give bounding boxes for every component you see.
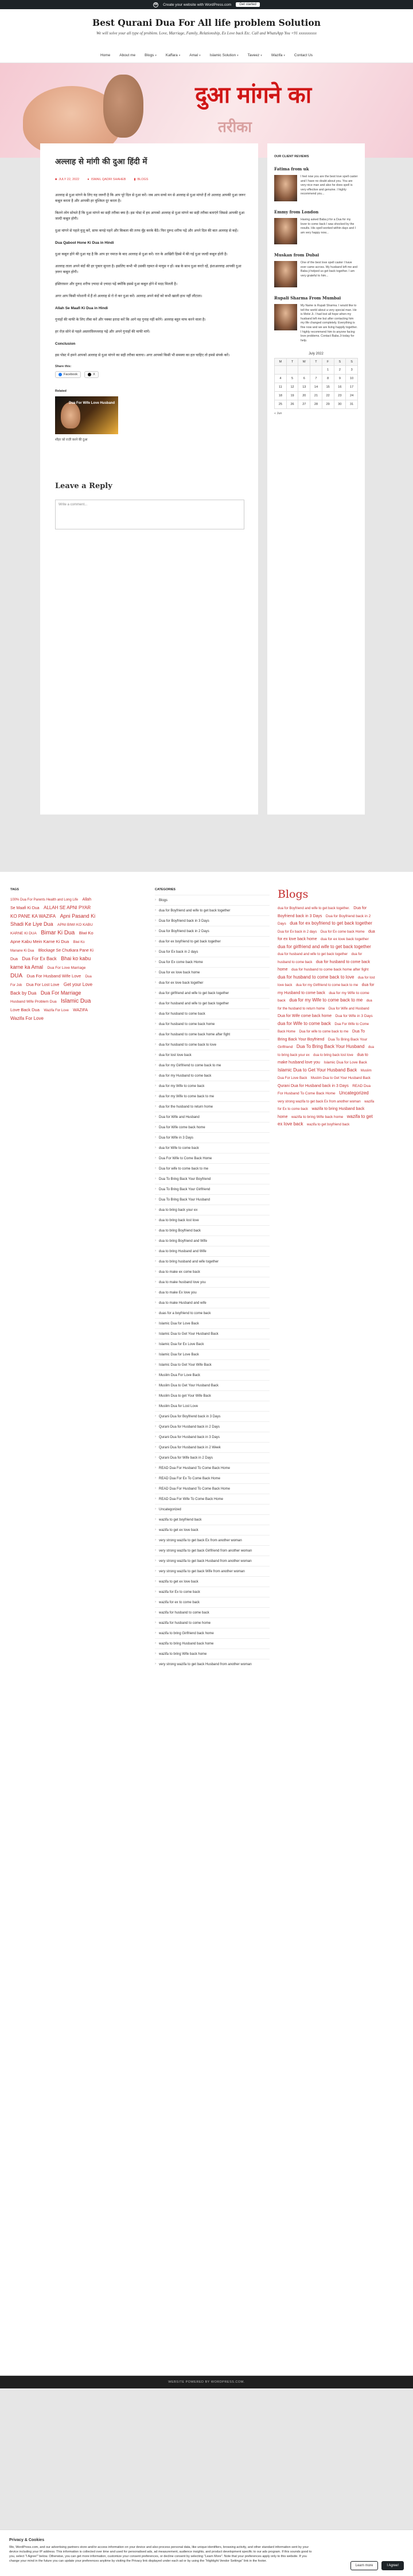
calendar-day: 13 bbox=[298, 383, 310, 392]
tag-link[interactable]: Dua For Love Marriage bbox=[47, 966, 86, 970]
calendar-day: 7 bbox=[310, 375, 322, 383]
blog-link[interactable]: Dua To Bring Back Your Husband bbox=[296, 1044, 365, 1049]
user-icon: ● bbox=[87, 178, 89, 181]
share-facebook-button[interactable]: Facebook bbox=[55, 371, 81, 378]
tag-link[interactable]: Allah Se Maafi Ki Dua bbox=[10, 898, 92, 910]
calendar-weekday: W bbox=[298, 358, 310, 366]
calendar-day: 14 bbox=[310, 383, 322, 392]
review-item bbox=[274, 209, 358, 244]
category-link[interactable]: › wazifa for husband to come home bbox=[155, 1618, 270, 1628]
tags-title: TAGS bbox=[10, 888, 19, 891]
blog-link[interactable]: dua for husband to come back home after fight bbox=[291, 968, 369, 972]
tag-link[interactable]: 100% Dua For Parents Health and Long Life bbox=[10, 898, 79, 902]
share-x-button[interactable]: X bbox=[84, 371, 99, 378]
category-link[interactable]: › READ Dua For Husband To Come Back Home bbox=[155, 1483, 270, 1494]
tag-link[interactable]: Blockage Se Chutkara Pane Ki Dua bbox=[10, 949, 93, 961]
review-text: One of the best love spell caster I have ever came across. My husband left me and Baba ji helped us get back together. I am very grateful to him... bbox=[301, 261, 358, 278]
post-paragraph: दुआ मांगने से पहले वुज़ू करें, साफ कपड़े पहनें और किबला की तरफ मुँह करके बैठें। फिर दुरूद शरीफ पढ़ें और अपने दिल की बात अल्लाह से कहें। bbox=[55, 229, 239, 233]
calendar-day: 20 bbox=[298, 392, 310, 400]
calendar-day: 29 bbox=[322, 400, 334, 409]
calendar-day: 21 bbox=[310, 392, 322, 400]
get-started-button[interactable]: Get started bbox=[236, 2, 260, 7]
related-thumb-text: Dua For Wife Love Husband bbox=[69, 402, 115, 405]
chevron-down-icon: ▾ bbox=[237, 53, 239, 57]
review-name: Muskan from Dubai bbox=[274, 252, 320, 258]
blog-link[interactable]: dua for my Wife to come back to me bbox=[289, 997, 363, 1003]
category-link[interactable]: › duas for a boyfriend to come back bbox=[155, 1308, 270, 1318]
site-header bbox=[0, 9, 413, 48]
tag-link[interactable]: Dua For Lost Love bbox=[26, 983, 60, 987]
category-link[interactable]: › Muslim Dua to get Your Wife Back bbox=[155, 1390, 270, 1401]
related-post-link[interactable]: शौहर को राज़ी करने की दुआ bbox=[55, 438, 88, 442]
calendar-day: 16 bbox=[334, 383, 346, 392]
category-link[interactable]: › dua to make husband love you bbox=[155, 1277, 270, 1287]
category-link[interactable]: › Islamic Dua for Love Back bbox=[155, 1318, 270, 1328]
category-link[interactable]: › dua for lost love back bbox=[155, 1050, 270, 1060]
blog-link[interactable]: Islamic Dua for Love Back bbox=[324, 1061, 367, 1065]
blog-link[interactable]: Dua for Boyfriend back in 3 Days bbox=[278, 906, 367, 918]
category-link[interactable]: › Dua For Wife to Come Back Home bbox=[155, 1153, 270, 1163]
calendar-day: 5 bbox=[286, 375, 298, 383]
category-link[interactable]: › wazifa for ex to come back bbox=[155, 1597, 270, 1607]
calendar-widget bbox=[274, 352, 358, 415]
blog-link[interactable]: wazifa to get ex love back bbox=[278, 1113, 373, 1127]
blog-link[interactable]: dua for girlfriend and wife to get back together bbox=[278, 944, 371, 949]
blog-link[interactable]: dua for ex boyfriend to get back together bbox=[290, 921, 372, 926]
category-link[interactable]: › Dua To Bring Back Your Husband bbox=[155, 1194, 270, 1205]
category-link[interactable]: › Muslim Dua for Lost Love bbox=[155, 1401, 270, 1411]
tag-link[interactable]: Bimar Ki Dua bbox=[41, 930, 75, 936]
review-text: I feel now you are the best love spell caster and I have no doubt about you. You are very nice man and also he does spell is very effective and genuine. I highly recommend you... bbox=[301, 175, 358, 196]
calendar-day: 6 bbox=[298, 375, 310, 383]
post-category[interactable]: ▮ BLOGS bbox=[134, 178, 149, 181]
blog-link[interactable]: dua for my Wife to come back bbox=[278, 991, 369, 1003]
wordpress-logo-icon: W bbox=[154, 2, 158, 6]
blog-link[interactable]: READ Dua For Husband To Come Back Home bbox=[278, 1084, 371, 1096]
cookie-banner bbox=[0, 2530, 413, 2576]
wordpress-banner bbox=[0, 0, 413, 9]
category-link[interactable]: › Dua for Ex back in 2 days bbox=[155, 946, 270, 957]
calendar-icon: ■ bbox=[55, 178, 57, 181]
blog-link[interactable]: wazifa to bring Husband back home bbox=[278, 1107, 365, 1119]
calendar-day: 9 bbox=[334, 375, 346, 383]
category-link[interactable]: › wazifa to get ex love back bbox=[155, 1576, 270, 1587]
calendar-day: 19 bbox=[286, 392, 298, 400]
category-link[interactable]: › dua for my Husband to come back bbox=[155, 1070, 270, 1081]
blog-link[interactable]: dua to make husband love you bbox=[278, 1053, 368, 1065]
x-icon bbox=[88, 373, 91, 376]
category-link[interactable]: › wazifa to bring Girlfriend back home bbox=[155, 1628, 270, 1638]
reply-title: Leave a Reply bbox=[55, 482, 112, 490]
calendar-prev-link[interactable]: « Jun bbox=[274, 412, 282, 416]
share-section bbox=[55, 365, 247, 378]
calendar-day: 10 bbox=[346, 375, 358, 383]
category-link[interactable]: › Dua for Wife come back home bbox=[155, 1122, 270, 1132]
category-link[interactable]: › wazifa to bring Husband back home bbox=[155, 1638, 270, 1649]
category-link[interactable]: › wazifa for Ex to come back bbox=[155, 1587, 270, 1597]
post-content bbox=[55, 193, 247, 358]
facebook-icon bbox=[59, 373, 62, 376]
blog-link[interactable]: Dua for wife to come back to me bbox=[299, 1030, 349, 1034]
blog-link[interactable]: Dua for Boyfriend back in 2 Days bbox=[278, 914, 371, 926]
reviewer-photo bbox=[274, 261, 297, 287]
category-link[interactable]: › Dua for Wife in 3 Days bbox=[155, 1132, 270, 1143]
cookie-title: Privacy & Cookies bbox=[9, 2538, 45, 2542]
tag-link[interactable]: Love Back Dua bbox=[10, 1007, 40, 1012]
calendar-weekday: F bbox=[322, 358, 334, 366]
cookie-text: We, WordPress.com, and our advertising partners store and/or access information on your device and also process personal data, like unique identifiers, browsing activity, and other standard information sent by your device including your IP address. This information is collected over time and used for personalised ads, ad measurement, audience insights, and product development specific to our ads program. If this sounds good to you, select "I Agree!" below. Otherwise, you can get more information, customize your consent preferences, or decline consent by selecting "Learn More". Note that your preferences apply only to this website. If you change your mind in the future you can update your preferences anytime by visiting the Privacy link displayed under each ad or by using the "Highlight Vendor Settings" link in the footer. bbox=[9, 2546, 312, 2563]
blog-link[interactable]: dua for husband to come back home bbox=[278, 960, 370, 972]
category-link[interactable]: › very strong wazifa to get back Ex from another woman bbox=[155, 1535, 270, 1545]
category-link[interactable]: › dua for ex boyfriend to get back together bbox=[155, 936, 270, 946]
footer-credit[interactable]: WEBSITE POWERED BY WORDPRESS.COM. bbox=[168, 2380, 245, 2384]
category-link[interactable]: › dua for husband to come back home bbox=[155, 1019, 270, 1029]
tag-link[interactable]: Apni Pasand Ki Shadi Ke Liye Dua bbox=[10, 913, 96, 927]
blogs-title: Blogs bbox=[278, 888, 309, 901]
post-paragraph: अल्लाह से दुआ मांगने के लिए यह जरूरी है कि आप पूरे दिल से दुआ करें। जब आप सच्चे मन से अल्लाह से दुआ मांगते हैं तो अल्लाह आपकी दुआ जरूर कबूल करता है और आपकी हर मुश्किल दूर करता है। bbox=[55, 193, 246, 203]
nav-item-about-me[interactable]: About me bbox=[119, 53, 136, 57]
nav-item-blogs[interactable]: Blogs ▾ bbox=[145, 53, 157, 57]
blog-link[interactable]: Qurani Dua for Husband back in 3 Days bbox=[278, 1084, 349, 1088]
tag-link[interactable]: Wazifa For Love bbox=[44, 1009, 69, 1012]
calendar-weekday: T bbox=[286, 358, 298, 366]
sidebar bbox=[267, 143, 365, 815]
blog-link[interactable]: dua for the husband to return home bbox=[278, 999, 372, 1011]
chevron-down-icon: ▾ bbox=[260, 53, 262, 57]
blog-link[interactable]: Dua For Wife to Come Back Home bbox=[278, 1022, 369, 1034]
calendar-day[interactable]: 22 bbox=[322, 392, 334, 400]
post-paragraph: हर रोज़ सोने से पहले अस्तग़फ़िरुल्लाह पढ़ें और अपने गुनाहों की माफी मांगें। bbox=[55, 330, 150, 334]
review-name: Emmy from London bbox=[274, 209, 319, 215]
calendar-day: 2 bbox=[334, 366, 346, 375]
category-link[interactable]: › Islamic Dua for Love Back bbox=[155, 1349, 270, 1359]
category-link[interactable]: › dua for the husband to return home bbox=[155, 1101, 270, 1112]
tag-link[interactable]: Biwi Ko Apne Kabu Mein Karne Ki Dua bbox=[10, 930, 93, 944]
category-link[interactable]: › dua to bring back lost love bbox=[155, 1215, 270, 1225]
calendar-caption: July 2022 bbox=[309, 352, 324, 356]
chevron-down-icon: ▾ bbox=[199, 53, 201, 57]
nav-item-home[interactable]: Home bbox=[100, 53, 111, 57]
blog-link[interactable]: dua for husband to come back to love bbox=[278, 974, 354, 980]
category-link[interactable]: › Dua for Boyfriend back in 3 Days bbox=[155, 915, 270, 926]
category-link[interactable]: › wazifa to get boyfriend back bbox=[155, 1514, 270, 1525]
blog-link[interactable]: Muslim Dua For Love Back bbox=[278, 1069, 372, 1080]
tag-link[interactable]: Get your Love Back by Dua bbox=[10, 982, 93, 996]
category-link[interactable]: › dua to bring Boyfriend and Wife bbox=[155, 1236, 270, 1246]
category-link[interactable]: › dua to bring husband and wife together bbox=[155, 1256, 270, 1266]
blog-link[interactable]: Muslim Dua to Get Your Husband Back bbox=[310, 1077, 371, 1080]
blog-link[interactable]: dua for my Husband to come back bbox=[278, 983, 375, 995]
calendar-day: 11 bbox=[275, 383, 287, 392]
related-title: Related bbox=[55, 389, 67, 393]
calendar-day bbox=[298, 366, 310, 375]
category-link[interactable]: › dua for Wife to come back bbox=[155, 1143, 270, 1153]
category-link[interactable]: › dua to make Husband and wife bbox=[155, 1297, 270, 1308]
category-link[interactable]: › Dua for wife to come back to me bbox=[155, 1163, 270, 1174]
blog-link[interactable]: dua for ex love back home bbox=[278, 929, 375, 941]
category-link[interactable]: › Qurani Dua for Husband back in 3 Days bbox=[155, 1432, 270, 1442]
tag-link[interactable]: Husband Wife Problem Dua bbox=[10, 1000, 57, 1004]
category-link[interactable]: › dua for girlfriend and wife to get back together bbox=[155, 988, 270, 998]
category-link[interactable]: › Islamic Dua for Ex Love Back bbox=[155, 1339, 270, 1349]
post-paragraph: अगर आप किसी परेशानी में हैं तो अल्लाह से रो रो कर दुआ करें। अल्लाह अपने बंदों को कभी खाली हाथ नहीं लौटाता। bbox=[55, 294, 202, 298]
post-paragraph: इस्तिग़फ़ार और दुरूद शरीफ ज़्यादा से ज़्यादा पढ़ें क्योंकि इससे दुआ कबूल होने में मदद मिलती है। bbox=[55, 282, 178, 286]
category-link[interactable]: › dua to bring back your ex bbox=[155, 1205, 270, 1215]
category-link[interactable]: › dua for ex love back together bbox=[155, 977, 270, 988]
category-link[interactable]: › dua for my Girlfriend to come back to me bbox=[155, 1060, 270, 1070]
section-heading: Allah Se Maafi Ki Dua in Hindi bbox=[55, 306, 108, 310]
calendar-day: 24 bbox=[346, 392, 358, 400]
blog-link[interactable]: wazifa to get boyfriend back bbox=[306, 1123, 350, 1127]
categories-widget bbox=[155, 888, 270, 1669]
category-link[interactable]: › Dua for Wife and Husband bbox=[155, 1112, 270, 1122]
review-text: Having asked Baba ji for a Dua for my lover to come back I was shocked by the results. His spell worked within days and I am very happy now... bbox=[301, 218, 356, 235]
category-link[interactable]: › Qurani Dua for Wife back in 2 Days bbox=[155, 1452, 270, 1463]
calendar-day: 12 bbox=[286, 383, 298, 392]
chevron-down-icon: ▾ bbox=[178, 53, 181, 57]
blog-link[interactable]: Uncategorized bbox=[339, 1090, 369, 1096]
blog-link[interactable]: dua for my Girlfriend to come back to me bbox=[295, 984, 359, 987]
post-meta bbox=[55, 178, 247, 181]
calendar-weekday: M bbox=[275, 358, 287, 366]
blog-link[interactable]: dua for husband and wife to get back together bbox=[278, 953, 348, 956]
related-post-thumbnail[interactable] bbox=[55, 396, 118, 434]
calendar-day: 31 bbox=[346, 400, 358, 409]
category-link[interactable]: › Islamic Dua to Get Your Wife Back bbox=[155, 1359, 270, 1370]
calendar-weekday: T bbox=[310, 358, 322, 366]
tag-link[interactable]: WAZIFA bbox=[73, 1008, 88, 1012]
category-link[interactable]: › wazifa to get ex love back bbox=[155, 1525, 270, 1535]
category-link[interactable]: › dua for Boyfriend and wife to get back together bbox=[155, 905, 270, 915]
reviews-heading: OUR CLIENT REVIEWS bbox=[274, 155, 309, 158]
calendar-day: 8 bbox=[322, 375, 334, 383]
calendar-day: 15 bbox=[322, 383, 334, 392]
category-link[interactable]: › READ Dua For Wife To Come Back Home bbox=[155, 1494, 270, 1504]
nav-item-amal[interactable]: Amal ▾ bbox=[189, 53, 201, 57]
share-title: Share this: bbox=[55, 365, 72, 368]
blog-link[interactable]: Dua for Wife come back home bbox=[278, 1014, 332, 1018]
section-heading: Dua Qabool Hone Ki Dua in Hindi bbox=[55, 241, 114, 245]
category-link[interactable]: › wazifa to bring Wife back home bbox=[155, 1649, 270, 1659]
tag-link[interactable]: Islamic Dua bbox=[61, 998, 91, 1004]
site-footer bbox=[0, 2376, 413, 2388]
nav-item-wazifa[interactable]: Wazifa ▾ bbox=[271, 53, 285, 57]
category-link[interactable]: › Qurani Dua for Boyfriend back in 3 Days bbox=[155, 1411, 270, 1421]
tag-link[interactable]: Wazifa For Love bbox=[10, 1016, 44, 1021]
category-link[interactable]: › dua for husband to come back to love bbox=[155, 1039, 270, 1050]
calendar-day: 27 bbox=[298, 400, 310, 409]
post-date[interactable]: ■ JULY 22, 2022 bbox=[55, 178, 80, 181]
blog-link[interactable]: wazifa for Ex to come back bbox=[278, 1100, 375, 1111]
categories-title: CATEGORIES bbox=[155, 888, 176, 891]
blog-link[interactable]: Dua for Wife and Husband bbox=[328, 1007, 369, 1011]
category-link[interactable]: › Dua for Boyfriend back in 2 Days bbox=[155, 926, 270, 936]
agree-button[interactable]: I Agree! bbox=[381, 2561, 404, 2570]
calendar-weekday: S bbox=[346, 358, 358, 366]
category-link[interactable]: › Qurani Dua for Husband back in 2 Week bbox=[155, 1442, 270, 1452]
category-link[interactable]: › dua for my Wife to come back bbox=[155, 1081, 270, 1091]
category-link[interactable]: › very strong wazifa to get back Wife from another woman bbox=[155, 1566, 270, 1576]
tag-link[interactable]: DUA bbox=[10, 973, 23, 979]
blog-link[interactable]: very strong wazifa to get back Ex from another woman bbox=[278, 1100, 361, 1104]
tag-link[interactable]: APNI BIWI KO KABU KARNE KI DUA bbox=[10, 923, 93, 936]
blog-link[interactable]: dua to bring back lost love bbox=[313, 1053, 353, 1057]
calendar-day bbox=[275, 366, 287, 375]
tags-widget bbox=[10, 888, 96, 1022]
chevron-down-icon: ▾ bbox=[283, 53, 285, 57]
reviewer-photo bbox=[274, 175, 297, 201]
review-item bbox=[274, 166, 358, 201]
category-link[interactable]: › Muslim Dua to Get Your Husband Back bbox=[155, 1380, 270, 1390]
blog-link[interactable]: Dua To Bring Back Your Girlfriend bbox=[278, 1037, 368, 1049]
calendar-day: 23 bbox=[334, 392, 346, 400]
nav-item-islamic-solution[interactable]: Islamic Solution ▾ bbox=[209, 53, 239, 57]
category-link[interactable]: › Dua for ex love back home bbox=[155, 967, 270, 977]
category-link[interactable]: › dua to make Ex love you bbox=[155, 1287, 270, 1297]
category-link[interactable]: › Qurani Dua for Husband back in 2 Days bbox=[155, 1421, 270, 1432]
review-item bbox=[274, 252, 358, 287]
blog-link[interactable]: dua for lost love back bbox=[278, 976, 375, 987]
blog-link[interactable]: dua to bring back your ex bbox=[278, 1046, 374, 1057]
blog-link[interactable]: Dua for Ex back in 2 days bbox=[278, 930, 317, 934]
post-article bbox=[40, 143, 258, 815]
tag-link[interactable]: Dua For Husband Wife Love bbox=[26, 973, 81, 979]
category-link[interactable]: › dua for husband to come back home after fight bbox=[155, 1029, 270, 1039]
tag-link[interactable]: Biwi Ko Manane Ki Dua bbox=[10, 941, 85, 953]
nav-item-contact-us[interactable]: Contact Us bbox=[294, 53, 313, 57]
category-link[interactable]: › dua for husband and wife to get back together bbox=[155, 998, 270, 1008]
review-item bbox=[274, 295, 358, 343]
calendar-day: 30 bbox=[334, 400, 346, 409]
blog-link[interactable]: Dua for Wife in 3 Days bbox=[335, 1014, 373, 1018]
category-link[interactable]: › Dua To Bring Back Your Girlfriend bbox=[155, 1184, 270, 1194]
calendar-day: 4 bbox=[275, 375, 287, 383]
calendar-day bbox=[286, 366, 298, 375]
reviewer-photo bbox=[274, 218, 297, 244]
blog-link[interactable]: dua for husband to come back bbox=[278, 953, 363, 964]
category-link[interactable]: › very strong wazifa to get back Girlfriend from another woman bbox=[155, 1545, 270, 1556]
post-paragraph: कितने लोग सोचते हैं कि दुआ मांगने का सही तरीका क्या है। इस पोस्ट में हम आपको अल्लाह से दुआ मांगने का सही तरीका बताएंगे जिससे आपकी दुआ जल्दी कबूल होगी। bbox=[55, 211, 245, 221]
category-link[interactable]: › dua for my Wife to come back to me bbox=[155, 1091, 270, 1101]
category-link[interactable]: › very strong wazifa to get back Husband from another woman bbox=[155, 1659, 270, 1669]
category-link[interactable]: › dua for husband to come back bbox=[155, 1008, 270, 1019]
section-heading: Conclusion bbox=[55, 342, 76, 346]
reviewer-photo bbox=[274, 304, 297, 330]
category-link[interactable]: › Blogs bbox=[155, 895, 270, 905]
post-author[interactable]: ● ISMAIL QADRI SHAHEB bbox=[87, 178, 126, 181]
calendar-day: 1 bbox=[322, 366, 334, 375]
post-title: अल्लाह से मांगी की दुआ हिंदी में bbox=[55, 157, 147, 166]
footer-widgets bbox=[0, 872, 413, 2375]
hero-headline: दुआ मांगने का bbox=[195, 82, 311, 108]
category-link[interactable]: › Dua for Ex come back Home bbox=[155, 957, 270, 967]
category-link[interactable]: › wazifa for husband to come back bbox=[155, 1607, 270, 1618]
blog-link[interactable]: dua for Boyfriend and wife to get back together. bbox=[278, 907, 350, 910]
tag-link[interactable]: Dua For Ex Back bbox=[22, 956, 57, 961]
blog-link[interactable]: Dua for Ex come back Home bbox=[320, 930, 365, 934]
blog-link[interactable]: dua for ex love back together bbox=[320, 937, 369, 941]
category-link[interactable]: › dua to make ex come back bbox=[155, 1266, 270, 1277]
primary-navigation bbox=[0, 48, 413, 63]
review-text: My Name is Rupali Sharma. I would like to tell the world about a very special man. He is Molvi Ji. I had lost all hope when my husband left me but after contacting him my life changed completely. Everything is fine now and we are living happily together. I highly recommend him to anyone facing love problems. Contact Baba Ji today for help. bbox=[301, 304, 358, 342]
comment-input[interactable]: Write a comment... bbox=[55, 500, 244, 529]
category-link[interactable]: › Uncategorized bbox=[155, 1504, 270, 1514]
category-link[interactable]: › dua to bring Boyfriend back bbox=[155, 1225, 270, 1236]
post-paragraph: इस पोस्ट में हमने आपको अल्लाह से दुआ मांगने का सही तरीका बताया। अगर आपको किसी भी समस्या का हल चाहिए तो हमसे संपर्क करें। bbox=[55, 353, 230, 357]
blog-link[interactable]: wazifa to bring Wife back home bbox=[291, 1114, 344, 1119]
calendar-day: 25 bbox=[275, 400, 287, 409]
nav-item-kaffara[interactable]: Kaffara ▾ bbox=[165, 53, 181, 57]
blog-link[interactable]: dua for Wife to come back bbox=[278, 1020, 331, 1026]
nav-item-taveez[interactable]: Taveez ▾ bbox=[247, 53, 262, 57]
tag-link[interactable]: Bhai ko kabu karne ka Amal bbox=[10, 956, 91, 970]
hero-subheadline: तरीका bbox=[218, 119, 252, 136]
category-link[interactable]: › READ Dua For Ex To Come Back Home bbox=[155, 1473, 270, 1483]
calendar-day bbox=[310, 366, 322, 375]
tag-link[interactable]: ALLAH SE APNI PYAR KO PANE KA WAZIFA bbox=[10, 905, 91, 919]
calendar-weekday: S bbox=[334, 358, 346, 366]
calendar-day: 3 bbox=[346, 366, 358, 375]
calendar-day: 17 bbox=[346, 383, 358, 392]
review-name: Rupali Sharma From Mumbai bbox=[274, 295, 341, 301]
category-link[interactable]: › very strong wazifa to get back Husband from another woman bbox=[155, 1556, 270, 1566]
post-paragraph: गुनाहों की माफी के लिए तौबा करें और पक्का इरादा करें कि आगे वह गुनाह नहीं करेंगे। अल्लाह बहुत माफ करने वाला है। bbox=[55, 318, 206, 322]
category-link[interactable]: › Islamic Dua to Get Your Husband Back bbox=[155, 1328, 270, 1339]
category-link[interactable]: › dua to bring Husband and Wife bbox=[155, 1246, 270, 1256]
hand-image bbox=[103, 75, 143, 138]
review-name: Fatima from uk bbox=[274, 166, 309, 172]
wpbar-text[interactable]: Create your website with WordPress.com bbox=[163, 2, 232, 7]
category-link[interactable]: › Dua To Bring Back Your Boyfriend bbox=[155, 1174, 270, 1184]
folder-icon: ▮ bbox=[134, 178, 136, 181]
tag-link[interactable]: Dua For Marriage bbox=[40, 990, 81, 996]
post-paragraph: अल्लाह ताला अपने बंदों की हर पुकार सुनता है। इसलिए कभी भी उसकी रहमत से मायूस न हों। सब्र के साथ दुआ करते रहें, इंशाअल्लाह आपकी दुआ ज़रूर कबूल होगी। bbox=[55, 264, 241, 274]
category-link[interactable]: › READ Dua For Husband To Come Back Home bbox=[155, 1463, 270, 1473]
tag-link[interactable]: Dua For Job bbox=[10, 975, 92, 987]
blog-link[interactable]: Islamic Dua to Get Your Husband Back bbox=[278, 1067, 357, 1073]
calendar-day: 18 bbox=[275, 392, 287, 400]
learn-more-button[interactable]: Learn more bbox=[350, 2561, 379, 2570]
blog-link[interactable]: Dua To Bring Back Your Boyfriend bbox=[278, 1030, 365, 1042]
post-paragraph: दुआ कबूल होने की दुआ यह है कि आप हर नमाज़ के बाद अल्लाह से दुआ करें। रात के आखिरी हिस्से में की गई दुआ जल्दी कबूल होती है। bbox=[55, 252, 228, 256]
calendar-day: 28 bbox=[310, 400, 322, 409]
blogs-widget bbox=[278, 888, 375, 1128]
site-title[interactable]: Best Qurani Dua For All life problem Solution bbox=[92, 17, 321, 28]
chevron-down-icon: ▾ bbox=[155, 53, 157, 57]
category-link[interactable]: › Muslim Dua For Love Back bbox=[155, 1370, 270, 1380]
calendar-day: 26 bbox=[286, 400, 298, 409]
site-description: We will solve your all type of problem. Love, Marriage, Family, Relationship, Ex Love back Etc. Call and WhatsApp You +91 xxxxxxxxxx bbox=[96, 31, 317, 36]
